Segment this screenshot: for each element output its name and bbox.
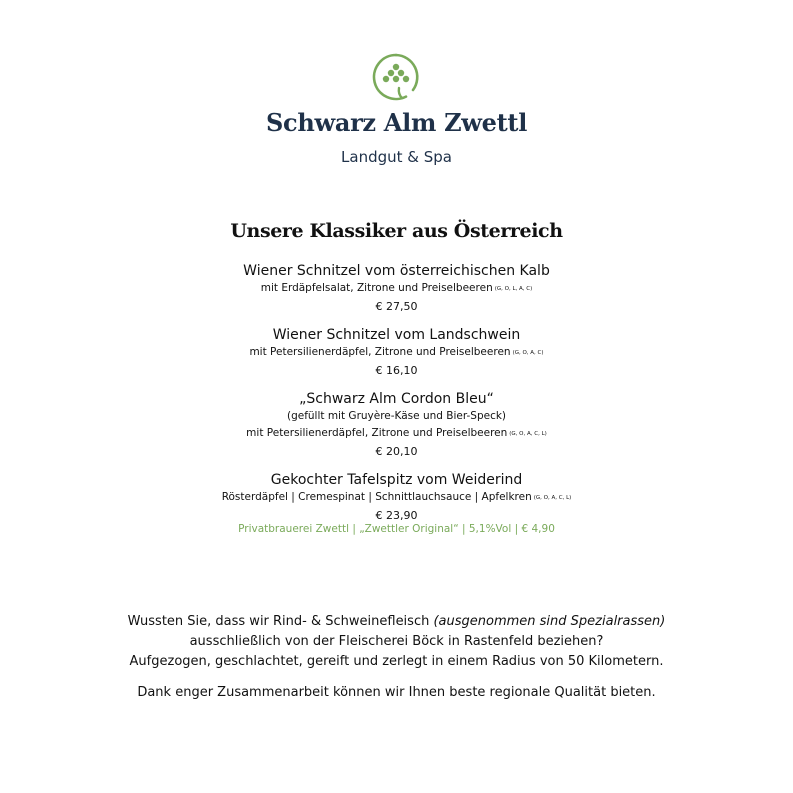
dish-item	[0, 262, 793, 315]
dish-description	[0, 425, 793, 443]
dish-allergens: (G, O, L, A, C)	[494, 286, 533, 292]
info-line-1	[0, 612, 793, 632]
dish-allergens: (G, O, A, C, L)	[533, 495, 572, 501]
brand-name: Schwarz Alm Zwettl	[265, 108, 528, 137]
dish-allergens: (G, O, A, C, L)	[509, 431, 547, 437]
dish-name: Wiener Schnitzel vom Landschwein	[272, 327, 521, 343]
dish-desc-text: mit Erdäpfelsalat, Zitrone und Preiselbeeren	[260, 282, 493, 294]
dish-item	[0, 326, 793, 379]
section-title: Unsere Klassiker aus Österreich	[230, 220, 563, 242]
dish-desc-text: Rösterdäpfel | Cremespinat | Schnittlauchsauce | Apfelkren	[221, 491, 532, 503]
dish-desc-text: mit Petersilienerdäpfel, Zitrone und Preiselbeeren	[249, 346, 511, 358]
beer-pairing: Privatbrauerei Zwettl | „Zwettler Original“ | 5,1%Vol | € 4,90	[238, 523, 555, 535]
dish-name: Gekochter Tafelspitz vom Weiderind	[270, 472, 523, 488]
dish-description	[0, 489, 793, 507]
brand-subtitle: Landgut & Spa	[341, 148, 452, 166]
dish-price: € 16,10	[375, 364, 418, 377]
dish-item	[0, 390, 793, 460]
dish-price: € 20,10	[375, 445, 418, 458]
info-line-1-text: Wussten Sie, dass wir Rind- & Schweinefleisch	[127, 614, 434, 629]
info-closing: Dank enger Zusammenarbeit können wir Ihnen beste regionale Qualität bieten.	[137, 685, 656, 700]
dish-description	[0, 344, 793, 362]
info-line-1-italic: (ausgenommen sind Spezialrassen)	[433, 614, 666, 629]
info-line-2: ausschließlich von der Fleischerei Böck in Rastenfeld beziehen?	[189, 634, 604, 649]
dish-price: € 23,90	[375, 509, 418, 522]
dish-name: Wiener Schnitzel vom österreichischen Kalb	[243, 263, 550, 279]
dish-price: € 27,50	[375, 300, 418, 313]
dish-description	[0, 280, 793, 298]
dish-allergens: (G, O, A, C)	[512, 350, 544, 356]
dish-description-extra: (gefüllt mit Gruyère-Käse und Bier-Speck)	[286, 410, 507, 422]
info-line-3: Aufgezogen, geschlachtet, gereift und zerlegt in einem Radius von 50 Kilometern.	[129, 654, 664, 669]
dish-name: „Schwarz Alm Cordon Bleu“	[299, 391, 494, 407]
dish-item	[0, 471, 793, 524]
info-paragraph	[0, 612, 793, 672]
dish-desc-text: mit Petersilienerdäpfel, Zitrone und Preiselbeeren	[246, 427, 508, 439]
grape-cluster-circle-icon	[371, 52, 421, 102]
